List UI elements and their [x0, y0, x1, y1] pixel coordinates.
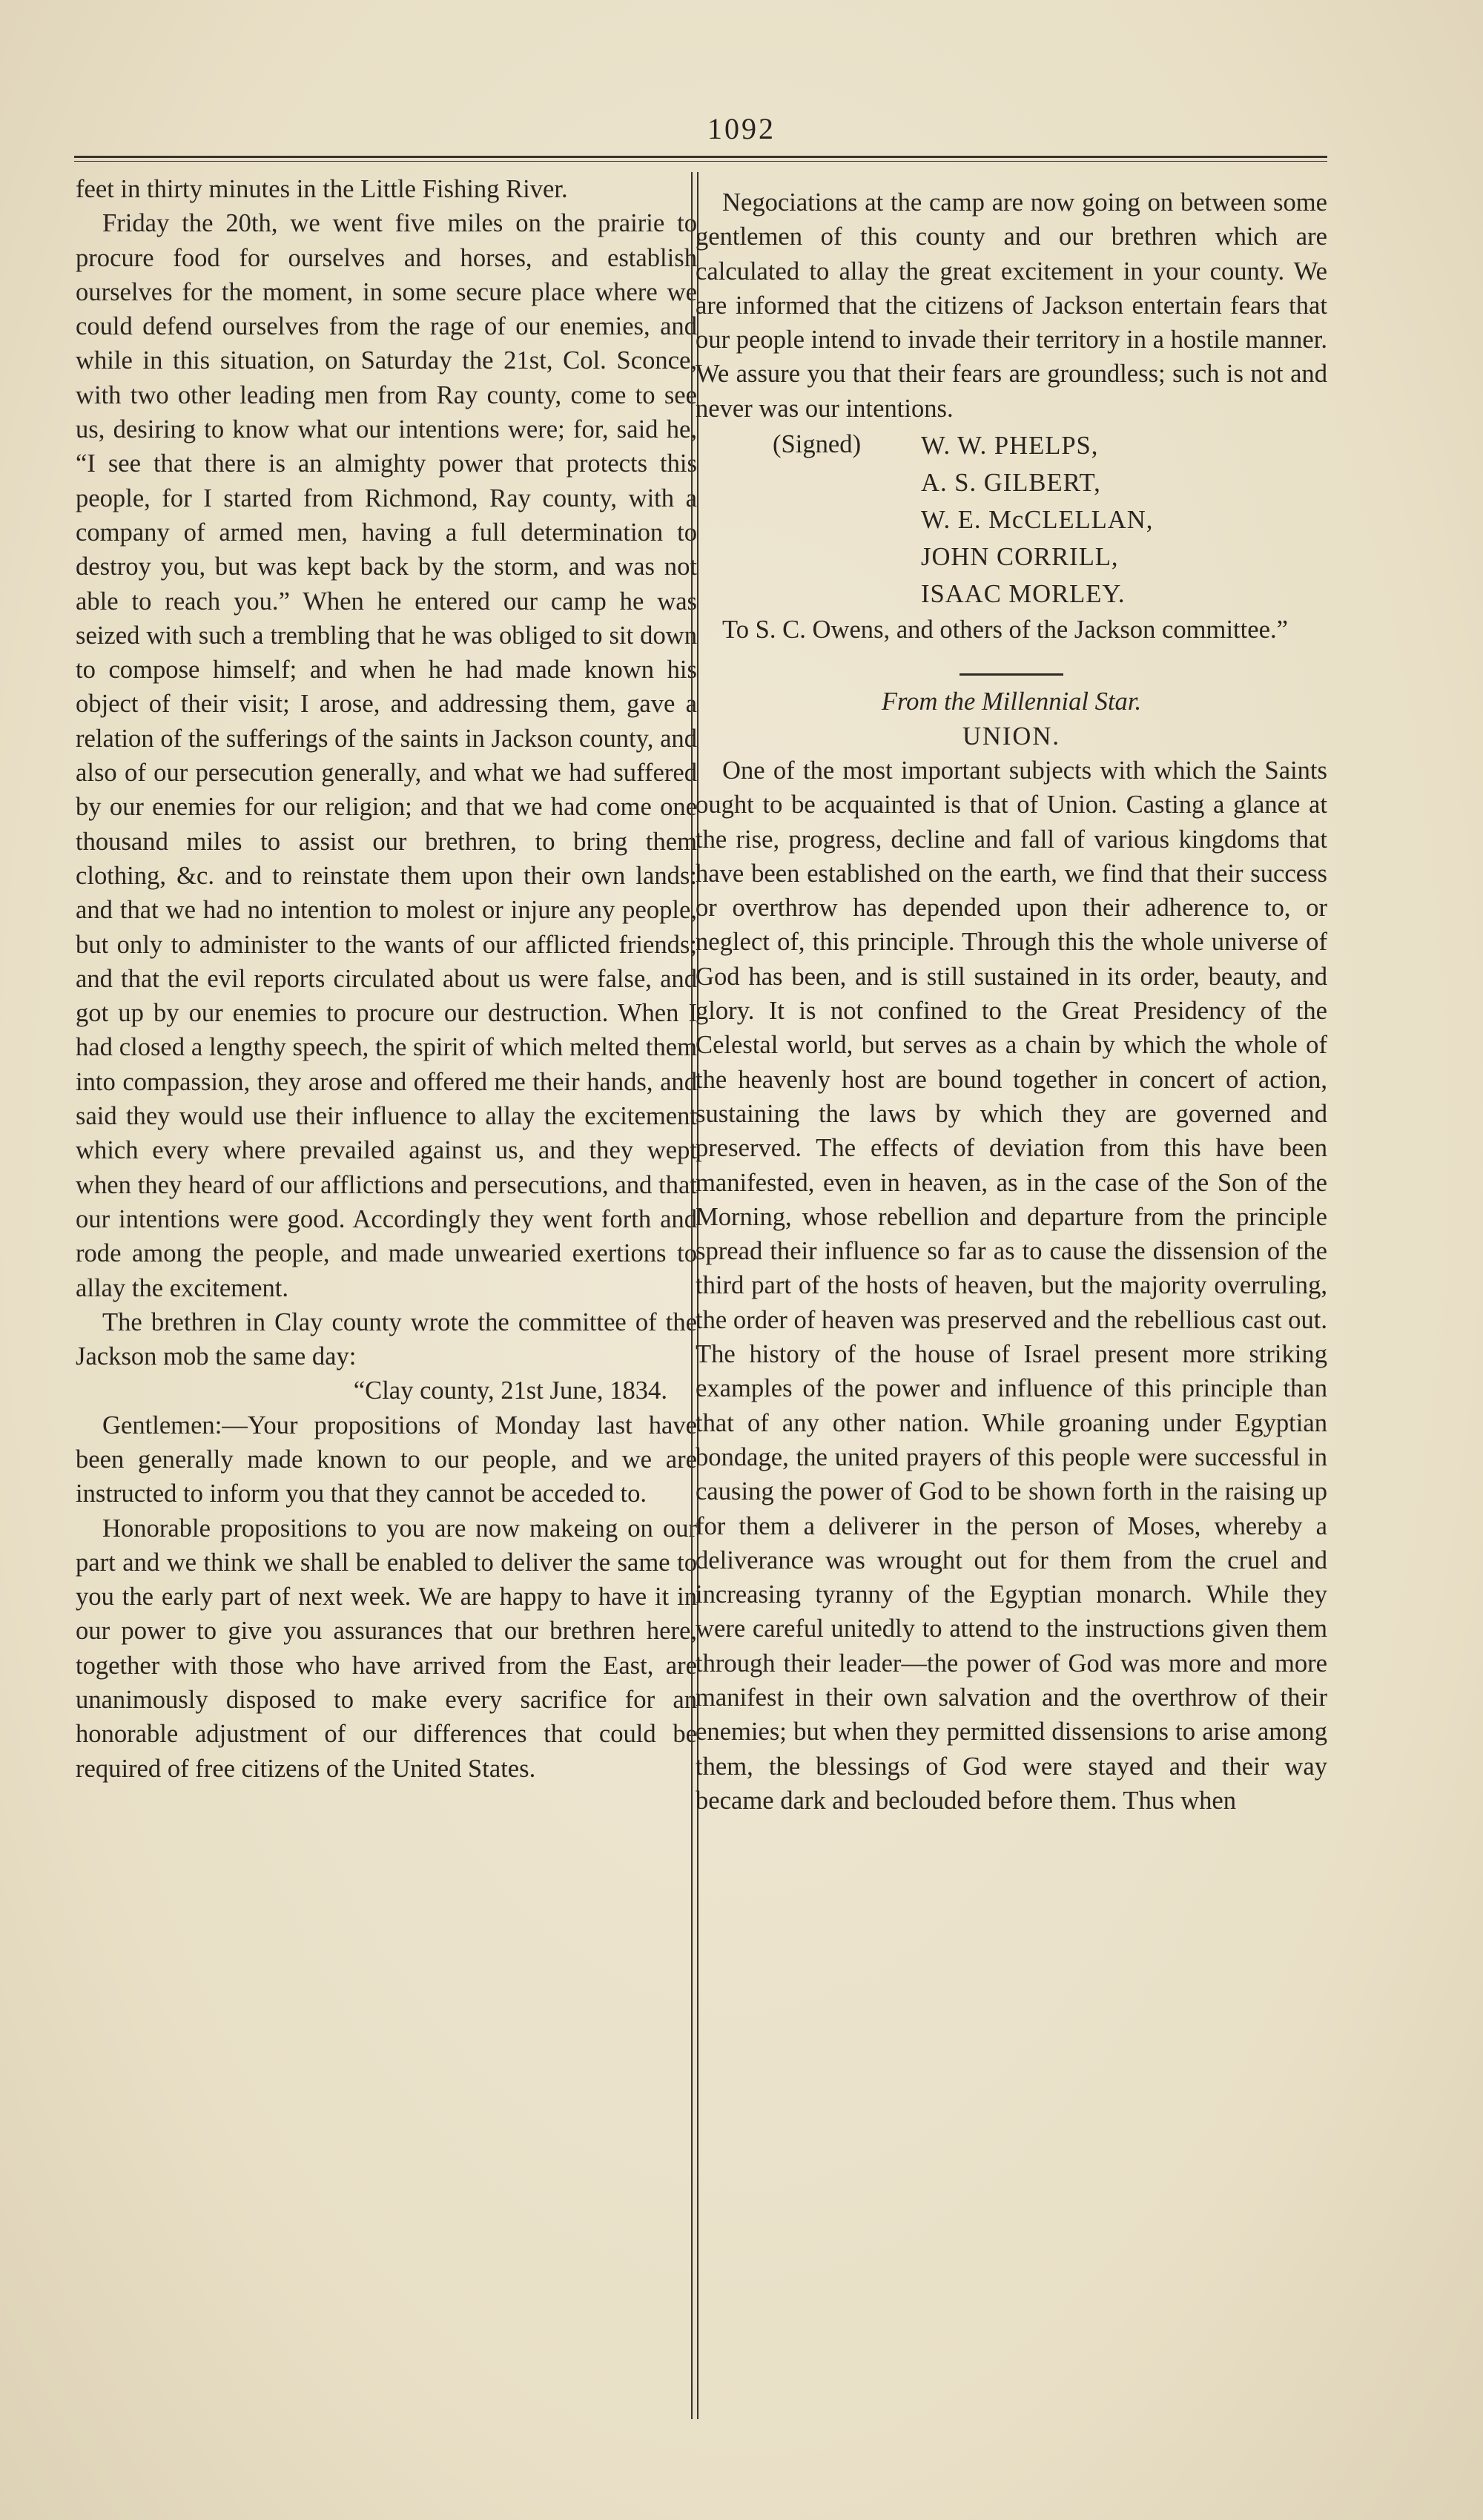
signatory-list [914, 427, 1327, 613]
section-rule [960, 673, 1063, 676]
letter-address: To S. C. Owens, and others of the Jackson committee.” [722, 616, 1288, 644]
paragraph-continuation: feet in thirty minutes in the Little Fishing River. [76, 175, 568, 203]
letter-paragraph-gentlemen: Gentlemen:—Your propositions of Monday last have been generally made known to our people, and we are instructed to inform you that they cannot be acceded to. [76, 1411, 697, 1508]
signatory-name: W. W. PHELPS, [921, 432, 1099, 461]
signatory-name: W. E. McCLELLAN, [921, 506, 1154, 535]
letter-paragraph-propositions: Honorable propositions to you are now makeing on our part and we think we shall be enabled to deliver the same to you the early part of next week. We are happy to have it in our power to give you assurances that our brethren here, together with those who have arrived from the East, are unanimously disposed to make every sacrifice for an honorable adjustment of our differences that could be required of free citizens of the United States. [76, 1514, 697, 1783]
right-column [696, 185, 1327, 1818]
signed-label: (Signed) [773, 430, 862, 459]
source-attribution: From the Millennial Star. [881, 687, 1142, 716]
signatory-name: JOHN CORRILL, [921, 543, 1119, 572]
signature-block [696, 427, 1327, 613]
header-rule [74, 156, 1327, 162]
left-column [76, 172, 697, 1786]
signatory-name: ISAAC MORLEY. [921, 580, 1126, 609]
article-headline: UNION. [962, 722, 1061, 751]
article-body: One of the most important subjects with which the Saints ought to be acquainted is that of Union. Casting a glance at the rise, progress, decline and fall of various kingdoms that have been established on the earth, we find that their success or overthrow has depended upon their adherence to, or neglect of, this principle. Through this the whole universe of God has been, and is still sustained in its order, beauty, and glory. It is not confined to the Great Presidency of the Celestal world, but serves as a chain by which the whole of the heavenly host are bound together in concert of action, sustaining the laws by which they are governed and preserved. The effects of deviation from this have been manifested, even in heaven, as in the case of the Son of the Morning, whose rebellion and departure from the principle spread their influence so far as to cause the dissension of the third part of the hosts of heaven, but the majority overruling, the order of heaven was preserved and the rebellious cast out. The history of the house of Israel present more striking examples of the power and influence of this principle than that of any other nation. While groaning under Egyptian bondage, the united prayers of this people were successful in causing the power of God to be shown forth in the raising up for them a deliverer in the person of Moses, whereby a deliverance was wrought out for them from the cruel and increasing tyranny of the Egyptian monarch. While they were careful unitedly to attend to the instructions given them through their leader—the power of God was more and more manifest in their own salvation and the overthrow of their enemies; but when they permitted dissensions to arise among them, the blessings of God were stayed and their way became dark and beclouded before them. Thus when [696, 756, 1327, 1815]
page-number: 1092 [707, 112, 776, 145]
letter-paragraph-negociations: Negociations at the camp are now going on between some gentlemen of this county and our brethren which are calculated to allay the great excitement in your county. We are informed that the citizens of Jackson entertain fears that our people intend to invade their territory in a hostile manner. We assure you that their fears are groundless; such is not and never was our intentions. [696, 188, 1327, 423]
paragraph-friday-narrative: Friday the 20th, we went five miles on the prairie to procure food for ourselves and horses, and establish ourselves for the moment, in some secure place where we could defend ourselves from the rage of our enemies, and while in this situation, on Saturday the 21st, Col. Sconce, with two other leading men from Ray county, come to see us, desiring to know what our intentions were; for, said he, “I see that there is an almighty power that protects this people, for I started from Richmond, Ray county, with a company of armed men, having a full determination to destroy you, but was kept back by the storm, and was not able to reach you.” When he entered our camp he was seized with such a trembling that he was obliged to sit down to compose himself; and when he had made known his object of their visit; I arose, and addressing them, gave a relation of the sufferings of the saints in Jackson county, and also of our persecution generally, and what we had suffered by our enemies for our religion; and that we had come one thousand miles to assist our brethren, to bring them clothing, &c. and to reinstate them upon their own lands: and that we had no intention to molest or injure any people, but only to administer to the wants of our afflicted friends; and that the evil reports circulated about us were false, and got up by our enemies to procure our destruction. When I had closed a lengthy speech, the spirit of which melted them into compassion, they arose and offered me their hands, and said they would use their influence to allay the excitement which every where prevailed against us, and they wept when they heard of our afflictions and persecutions, and that our intentions were good. Accordingly they went forth and rode among the people, and made unwearied exertions to allay the excitement. [76, 209, 697, 1302]
letter-dateline: “Clay county, 21st June, 1834. [353, 1376, 667, 1405]
signatory-name: A. S. GILBERT, [921, 469, 1101, 498]
paragraph-clay-brethren: The brethren in Clay county wrote the committee of the Jackson mob the same day: [76, 1307, 697, 1371]
